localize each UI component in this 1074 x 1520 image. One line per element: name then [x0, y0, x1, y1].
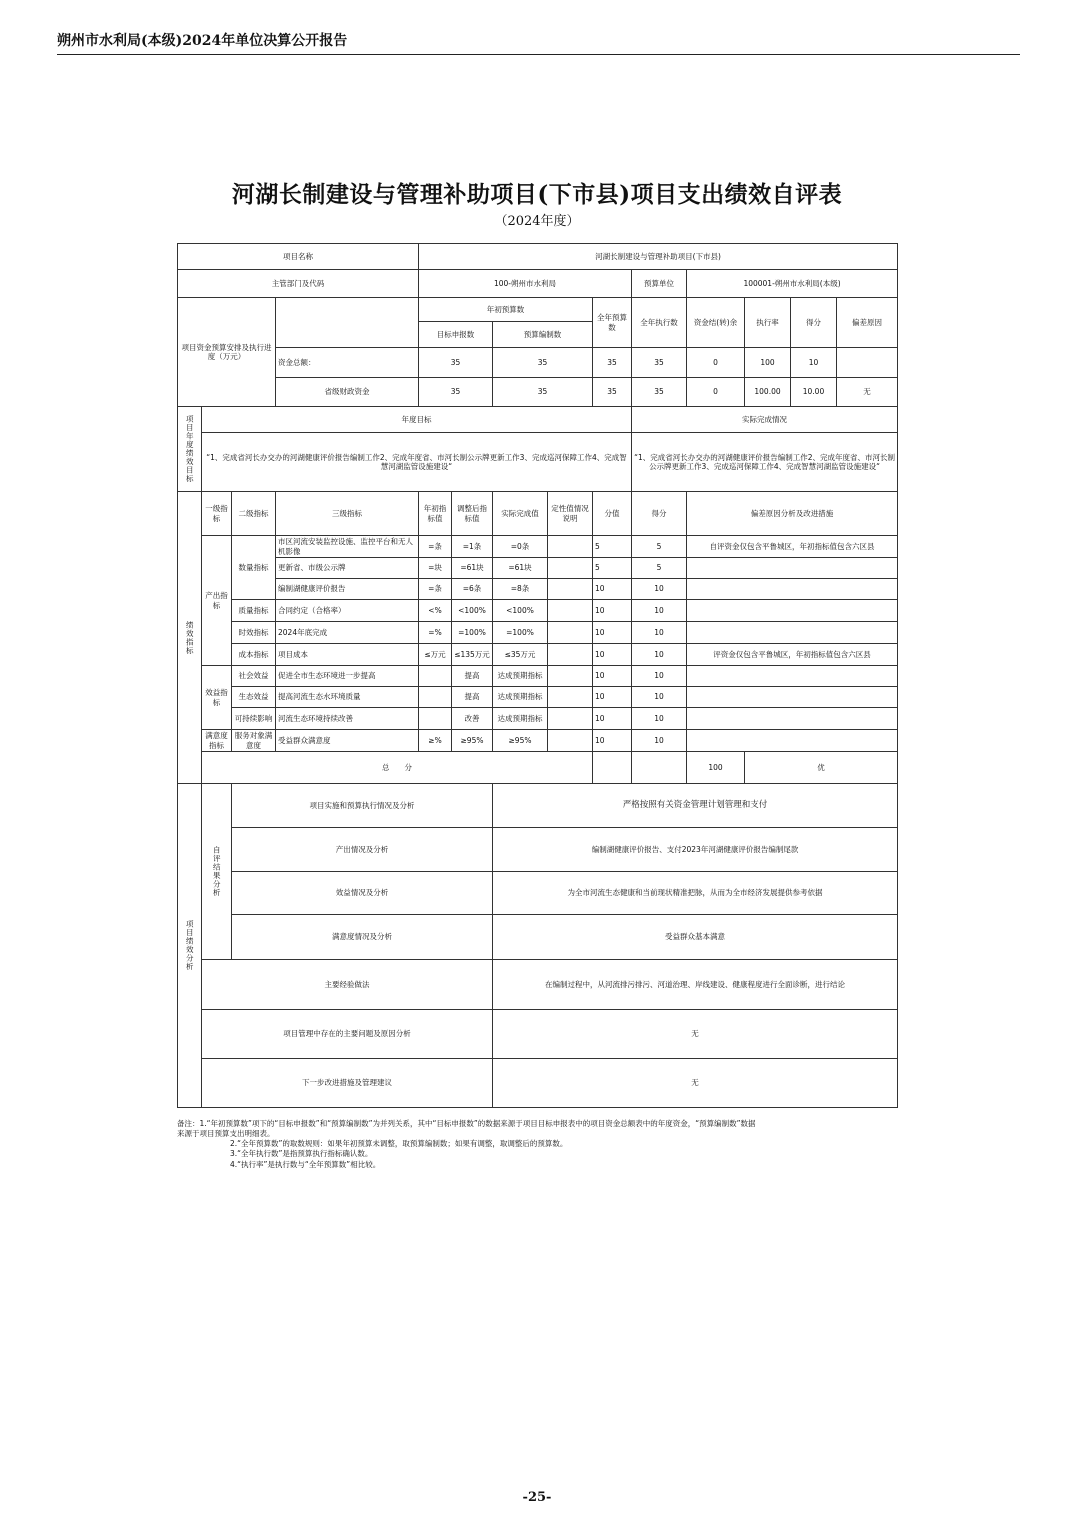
indicator-adjusted: ≥95% — [452, 730, 493, 752]
indicator-actual: =61块 — [493, 558, 548, 579]
indicator-score: 5 — [632, 536, 687, 558]
note-line: 来源于项目预算支出明细表。 — [177, 1129, 275, 1139]
l1-benefit: 效益指标 — [202, 666, 232, 730]
indicator-analysis — [687, 730, 898, 752]
total-grade: 优 — [745, 752, 898, 784]
indicator-adjusted: 提高 — [452, 687, 493, 708]
indicator-weight: 10 — [593, 666, 632, 687]
indicator-analysis — [687, 666, 898, 687]
indicator-target: =% — [419, 622, 452, 644]
actual-text: “1、完成省河长办交办的河湖健康评价报告编制工作2、完成年度省、市河长制公示牌更新工作3、完成巡河保障工作4、完成智慧河湖监管设施建设“ — [632, 433, 898, 492]
table-row — [178, 244, 898, 270]
indicator-score: 10 — [632, 579, 687, 600]
analysis-item-value: 为全市河流生态健康和当前现状精准把脉，从而为全市经济发展提供参考依据 — [493, 872, 898, 915]
indicator-weight: 10 — [593, 579, 632, 600]
indicator-analysis — [687, 687, 898, 708]
indicator-analysis — [687, 622, 898, 644]
indicator-qual — [548, 536, 593, 558]
analysis-item-label: 满意度情况及分析 — [232, 915, 493, 960]
indicator-l3: 更新省、市级公示牌 — [276, 558, 419, 579]
table-row — [178, 536, 898, 558]
l2-quality: 质量指标 — [232, 600, 276, 622]
indicator-weight: 10 — [593, 600, 632, 622]
self-eval-label: 自评结果分析 — [202, 784, 232, 960]
budget-cell: 0 — [687, 348, 745, 378]
note-line: 3.“全年执行数”是指预算执行指标确认数。 — [230, 1149, 373, 1159]
table-row — [178, 348, 898, 378]
header-divider — [57, 54, 1020, 55]
table-row — [178, 644, 898, 666]
indicator-weight: 10 — [593, 708, 632, 730]
indicator-qual — [548, 558, 593, 579]
l2-sustainable: 可持续影响 — [232, 708, 276, 730]
table-row — [178, 298, 898, 322]
unit-value: 100001-朔州市水利局(本级) — [687, 270, 898, 298]
table-row — [178, 558, 898, 579]
budget-cell: 35 — [593, 348, 632, 378]
indicator-header-l3: 三级指标 — [276, 492, 419, 536]
indicator-header-score: 得分 — [632, 492, 687, 536]
page-number: -25- — [522, 1490, 552, 1505]
target-text: “1、完成省河长办交办的河湖健康评价报告编制工作2、完成年度省、市河长制公示牌更新工作3、完成巡河保障工作4、完成智慧河湖监管设施建设“ — [202, 433, 632, 492]
indicator-analysis — [687, 708, 898, 730]
indicator-weight: 5 — [593, 558, 632, 579]
table-row — [178, 579, 898, 600]
budget-cell: 35 — [493, 378, 593, 407]
full-budget-header: 全年预算数 — [593, 298, 632, 348]
next-steps-label: 下一步改进措施及管理建议 — [202, 1059, 493, 1108]
dept-value: 100-朔州市水利局 — [419, 270, 632, 298]
budget-blank-header — [276, 298, 419, 348]
table-row — [178, 407, 898, 433]
full-exec-header: 全年执行数 — [632, 298, 687, 348]
indicator-qual — [548, 644, 593, 666]
document-header: 朔州市水利局(本级)2024年单位决算公开报告 — [57, 33, 348, 49]
indicator-header-actual: 实际完成值 — [493, 492, 548, 536]
indicator-qual — [548, 579, 593, 600]
indicator-adjusted: ≤135万元 — [452, 644, 493, 666]
l2-service-satisfaction: 服务对象满意度 — [232, 730, 276, 752]
indicator-actual: ≥95% — [493, 730, 548, 752]
rate-header: 执行率 — [745, 298, 791, 348]
page-title: 河湖长制建设与管理补助项目(下市县)项目支出绩效自评表 — [231, 181, 843, 208]
note-line: 备注：1.“年初预算数”项下的“目标申报数”和“预算编制数”为并列关系，其中“目标申报数”的数据来源于项目目标申报表中的项目资金总额表中的年度资金，“预算编制数”数据 — [177, 1119, 756, 1128]
indicator-actual: 达成预期指标 — [493, 666, 548, 687]
table-row — [178, 433, 898, 492]
initial-budget-header: 年初预算数 — [419, 298, 593, 322]
evaluation-table — [177, 243, 898, 1108]
indicator-l3: 2024年底完成 — [276, 622, 419, 644]
l2-ecological: 生态效益 — [232, 687, 276, 708]
note-line: 2.“全年预算数”的取数规则：如果年初预算未调整，取预算编制数；如果有调整，取调整后的预算数。 — [230, 1139, 568, 1149]
indicator-adjusted: =100% — [452, 622, 493, 644]
indicator-qual — [548, 730, 593, 752]
analysis-item-label: 项目实施和预算执行情况及分析 — [232, 784, 493, 828]
balance-header: 资金结(转)余 — [687, 298, 745, 348]
experience-value: 在编制过程中，从河流排污排污、河道治理、岸线建设、健康程度进行全面诊断，进行结论 — [493, 960, 898, 1010]
table-row — [178, 915, 898, 960]
indicator-weight: 5 — [593, 536, 632, 558]
table-row — [178, 708, 898, 730]
indicator-score: 10 — [632, 687, 687, 708]
table-row — [178, 1059, 898, 1108]
budget-cell: 100 — [745, 348, 791, 378]
indicator-score: 10 — [632, 730, 687, 752]
indicator-target — [419, 666, 452, 687]
next-steps-value: 无 — [493, 1059, 898, 1108]
indicator-l3: 河流生态环境持续改善 — [276, 708, 419, 730]
indicator-actual: =100% — [493, 622, 548, 644]
indicator-adjusted: 提高 — [452, 666, 493, 687]
indicator-adjusted: =1条 — [452, 536, 493, 558]
budget-cell: 10 — [791, 348, 837, 378]
indicator-header-weight: 分值 — [593, 492, 632, 536]
analysis-item-value: 受益群众基本满意 — [493, 915, 898, 960]
indicator-analysis — [687, 579, 898, 600]
indicator-target — [419, 708, 452, 730]
indicator-l3: 受益群众满意度 — [276, 730, 419, 752]
budget-cell: 10.00 — [791, 378, 837, 407]
budget-row-label: 省级财政资金 — [276, 378, 419, 407]
dept-label: 主管部门及代码 — [178, 270, 419, 298]
analysis-item-label: 产出情况及分析 — [232, 828, 493, 872]
indicator-actual: ≤35万元 — [493, 644, 548, 666]
budget-cell: 0 — [687, 378, 745, 407]
total-blank — [593, 752, 632, 784]
indicator-weight: 10 — [593, 644, 632, 666]
analysis-item-value: 编制湖健康评价报告、支付2023年河湖健康评价报告编制尾款 — [493, 828, 898, 872]
indicator-actual: 达成预期指标 — [493, 708, 548, 730]
indicator-qual — [548, 600, 593, 622]
problems-label: 项目管理中存在的主要问题及原因分析 — [202, 1010, 493, 1059]
table-row — [178, 600, 898, 622]
goals-section-label: 项目年度绩效目标 — [178, 407, 202, 492]
project-name-label: 项目名称 — [178, 244, 419, 270]
budget-cell: 35 — [593, 378, 632, 407]
score-header: 得分 — [791, 298, 837, 348]
total-score: 100 — [687, 752, 745, 784]
indicator-qual — [548, 687, 593, 708]
indicator-adjusted: =6条 — [452, 579, 493, 600]
reason-header: 偏差原因 — [837, 298, 898, 348]
indicator-score: 5 — [632, 558, 687, 579]
table-row — [178, 784, 898, 828]
table-row — [178, 270, 898, 298]
budget-row-label: 资金总额： — [276, 348, 419, 378]
indicator-target — [419, 687, 452, 708]
page-subtitle: （2024年度） — [494, 214, 580, 229]
indicator-weight: 10 — [593, 687, 632, 708]
indicator-target: =块 — [419, 558, 452, 579]
indicator-actual: =0条 — [493, 536, 548, 558]
indicator-qual — [548, 666, 593, 687]
l1-satisfaction: 满意度指标 — [202, 730, 232, 752]
indicator-header-analysis: 偏差原因分析及改进措施 — [687, 492, 898, 536]
indicator-actual: 达成预期指标 — [493, 687, 548, 708]
l2-quantity: 数量指标 — [232, 536, 276, 600]
indicator-adjusted: =61块 — [452, 558, 493, 579]
indicator-l3: 市区河流安装监控设施、监控平台和无人机影像 — [276, 536, 419, 558]
indicator-analysis: 自评资金仅包含平鲁城区，年初指标值包含六区县 — [687, 536, 898, 558]
table-row — [178, 1010, 898, 1059]
total-blank — [632, 752, 687, 784]
indicator-target: =条 — [419, 536, 452, 558]
budget-cell — [837, 348, 898, 378]
indicator-score: 10 — [632, 622, 687, 644]
table-row — [178, 378, 898, 407]
indicator-target: =条 — [419, 579, 452, 600]
project-name-value: 河湖长制建设与管理补助项目(下市县) — [419, 244, 898, 270]
table-notes — [177, 1119, 899, 1170]
analysis-item-label: 效益情况及分析 — [232, 872, 493, 915]
budget-section-label: 项目资金预算安排及执行进度（万元） — [178, 298, 276, 407]
indicator-target: ≥% — [419, 730, 452, 752]
indicator-actual: =8条 — [493, 579, 548, 600]
l2-cost: 成本指标 — [232, 644, 276, 666]
l1-output: 产出指标 — [202, 536, 232, 666]
indicator-target: ≤万元 — [419, 644, 452, 666]
table-row — [178, 687, 898, 708]
indicator-actual: <100% — [493, 600, 548, 622]
l2-social: 社会效益 — [232, 666, 276, 687]
target-header: 年度目标 — [202, 407, 632, 433]
budget-cell: 100.00 — [745, 378, 791, 407]
l2-timeliness: 时效指标 — [232, 622, 276, 644]
indicator-score: 10 — [632, 708, 687, 730]
indicator-weight: 10 — [593, 730, 632, 752]
table-row — [178, 622, 898, 644]
unit-label: 预算单位 — [632, 270, 687, 298]
indicator-header-qual: 定性值情况说明 — [548, 492, 593, 536]
budget-cell: 35 — [419, 348, 493, 378]
indicator-adjusted: <100% — [452, 600, 493, 622]
indicator-header-adjusted: 调整后指标值 — [452, 492, 493, 536]
indicator-l3: 项目成本 — [276, 644, 419, 666]
problems-value: 无 — [493, 1010, 898, 1059]
table-row — [178, 730, 898, 752]
analysis-item-value: 严格按照有关资金管理计划管理和支付 — [493, 784, 898, 828]
indicator-qual — [548, 708, 593, 730]
budget-cell: 35 — [493, 348, 593, 378]
total-label: 总 分 — [202, 752, 593, 784]
budget-cell: 35 — [419, 378, 493, 407]
table-row — [178, 492, 898, 536]
indicators-section-label: 绩效指标 — [178, 492, 202, 784]
budget-cell: 35 — [632, 348, 687, 378]
indicator-l3: 促进全市生态环境进一步提高 — [276, 666, 419, 687]
table-row — [178, 872, 898, 915]
experience-label: 主要经验做法 — [202, 960, 493, 1010]
actual-header: 实际完成情况 — [632, 407, 898, 433]
compiled-header: 预算编制数 — [493, 322, 593, 348]
indicator-analysis: 评资金仅包含平鲁城区，年初指标值包含六区县 — [687, 644, 898, 666]
table-row — [178, 960, 898, 1010]
indicator-l3: 编制湖健康评价报告 — [276, 579, 419, 600]
indicator-header-target: 年初指标值 — [419, 492, 452, 536]
indicator-score: 10 — [632, 644, 687, 666]
indicator-score: 10 — [632, 666, 687, 687]
indicator-header-l1: 一级指标 — [202, 492, 232, 536]
note-line: 4.“执行率”是执行数与“全年预算数”相比较。 — [230, 1159, 381, 1169]
table-row — [178, 666, 898, 687]
budget-cell: 35 — [632, 378, 687, 407]
declared-header: 目标申报数 — [419, 322, 493, 348]
indicator-l3: 合同约定（合格率） — [276, 600, 419, 622]
indicator-weight: 10 — [593, 622, 632, 644]
table-row — [178, 752, 898, 784]
indicator-target: <% — [419, 600, 452, 622]
analysis-section-label: 项目绩效分析 — [178, 784, 202, 1108]
indicator-l3: 提高河流生态水环境质量 — [276, 687, 419, 708]
indicator-adjusted: 改善 — [452, 708, 493, 730]
indicator-analysis — [687, 558, 898, 579]
budget-cell: 无 — [837, 378, 898, 407]
indicator-score: 10 — [632, 600, 687, 622]
indicator-analysis — [687, 600, 898, 622]
table-row — [178, 828, 898, 872]
indicator-qual — [548, 622, 593, 644]
indicator-header-l2: 二级指标 — [232, 492, 276, 536]
